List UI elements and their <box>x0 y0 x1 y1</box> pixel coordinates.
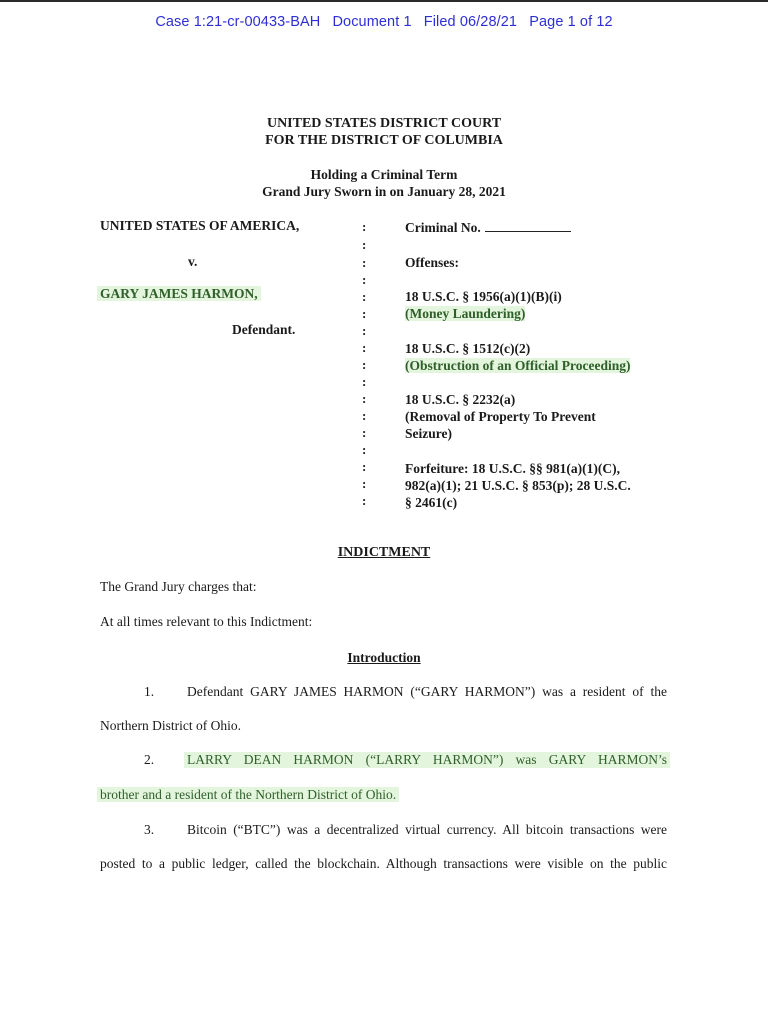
versus: v. <box>188 254 198 269</box>
colon: : <box>362 493 367 508</box>
page-count: Page 1 of 12 <box>529 14 613 30</box>
colon: : <box>362 272 367 287</box>
forfeiture <box>405 460 631 511</box>
filing-header <box>0 14 768 30</box>
offense-3-description-line-2: Seizure) <box>405 426 452 441</box>
colon: : <box>362 459 367 474</box>
forfeiture-line-1: Forfeiture: 18 U.S.C. §§ 981(a)(1)(C), <box>405 461 620 476</box>
offense-3-statute: 18 U.S.C. § 2232(a) <box>405 392 516 407</box>
court-line-1: UNITED STATES DISTRICT COURT <box>266 116 502 131</box>
term-line-1: Holding a Criminal Term <box>310 167 458 182</box>
paragraph-2-line-2: brother and a resident of the Northern District of Ohio. <box>97 787 399 803</box>
colon: : <box>362 219 367 234</box>
forfeiture-line-3: § 2461(c) <box>405 495 458 510</box>
paragraph-1-line-1: Defendant GARY JAMES HARMON (“GARY HARMON”) was a resident of the <box>187 684 667 699</box>
colon: : <box>362 408 367 423</box>
document-number: Document 1 <box>332 14 412 30</box>
top-border <box>0 0 768 2</box>
charges-line: The Grand Jury charges that: <box>100 579 257 594</box>
colon: : <box>362 289 367 304</box>
offense-3-description-line-1: (Removal of Property To Prevent <box>405 409 596 424</box>
offenses-label: Offenses: <box>405 255 459 270</box>
paragraph-3-number: 3. <box>144 822 155 837</box>
criminal-number-label: Criminal No. <box>405 220 481 235</box>
offense-2-description: (Obstruction of an Official Proceeding) <box>405 358 631 373</box>
colon: : <box>362 374 367 389</box>
colon: : <box>362 476 367 491</box>
court-title <box>0 115 768 149</box>
defendant-label: Defendant. <box>232 322 296 337</box>
paragraph-1-line-2: Northern District of Ohio. <box>100 718 241 733</box>
colon: : <box>362 306 367 321</box>
case-number: Case 1:21-cr-00433-BAH <box>155 14 321 30</box>
term-block <box>0 166 768 200</box>
paragraph-2-line-1: LARRY DEAN HARMON (“LARRY HARMON”) was GARY HARMON’s <box>184 752 670 768</box>
criminal-number-blank <box>485 219 571 232</box>
paragraph-3-line-2: posted to a public ledger, called the blockchain. Although transactions were visible on the public <box>100 856 667 871</box>
offense-2-statute: 18 U.S.C. § 1512(c)(2) <box>405 341 531 356</box>
offense-1-description: (Money Laundering) <box>405 306 526 321</box>
relevant-line: At all times relevant to this Indictment: <box>100 614 313 629</box>
term-line-2: Grand Jury Sworn in on January 28, 2021 <box>262 184 506 199</box>
criminal-number <box>405 219 571 236</box>
colon: : <box>362 391 367 406</box>
indictment-heading: INDICTMENT <box>337 545 431 560</box>
paragraph-1-number: 1. <box>144 684 155 699</box>
offense-2 <box>405 340 630 374</box>
forfeiture-line-2: 982(a)(1); 21 U.S.C. § 853(p); 28 U.S.C. <box>405 478 631 493</box>
offense-1-statute: 18 U.S.C. § 1956(a)(1)(B)(i) <box>405 289 562 304</box>
colon: : <box>362 237 367 252</box>
plaintiff-name: UNITED STATES OF AMERICA, <box>100 218 300 233</box>
paragraph-2-number: 2. <box>144 752 155 767</box>
colon: : <box>362 340 367 355</box>
colon: : <box>362 323 367 338</box>
colon: : <box>362 255 367 270</box>
offense-3 <box>405 391 596 442</box>
colon: : <box>362 442 367 457</box>
colon: : <box>362 357 367 372</box>
offense-1 <box>405 288 562 322</box>
court-line-2: FOR THE DISTRICT OF COLUMBIA <box>265 133 503 148</box>
paragraph-3-line-1: Bitcoin (“BTC”) was a decentralized virtual currency. All bitcoin transactions were <box>187 822 667 837</box>
defendant-name: GARY JAMES HARMON, <box>97 286 261 302</box>
colon: : <box>362 425 367 440</box>
filed-date: Filed 06/28/21 <box>423 14 518 30</box>
introduction-heading: Introduction <box>347 650 421 665</box>
